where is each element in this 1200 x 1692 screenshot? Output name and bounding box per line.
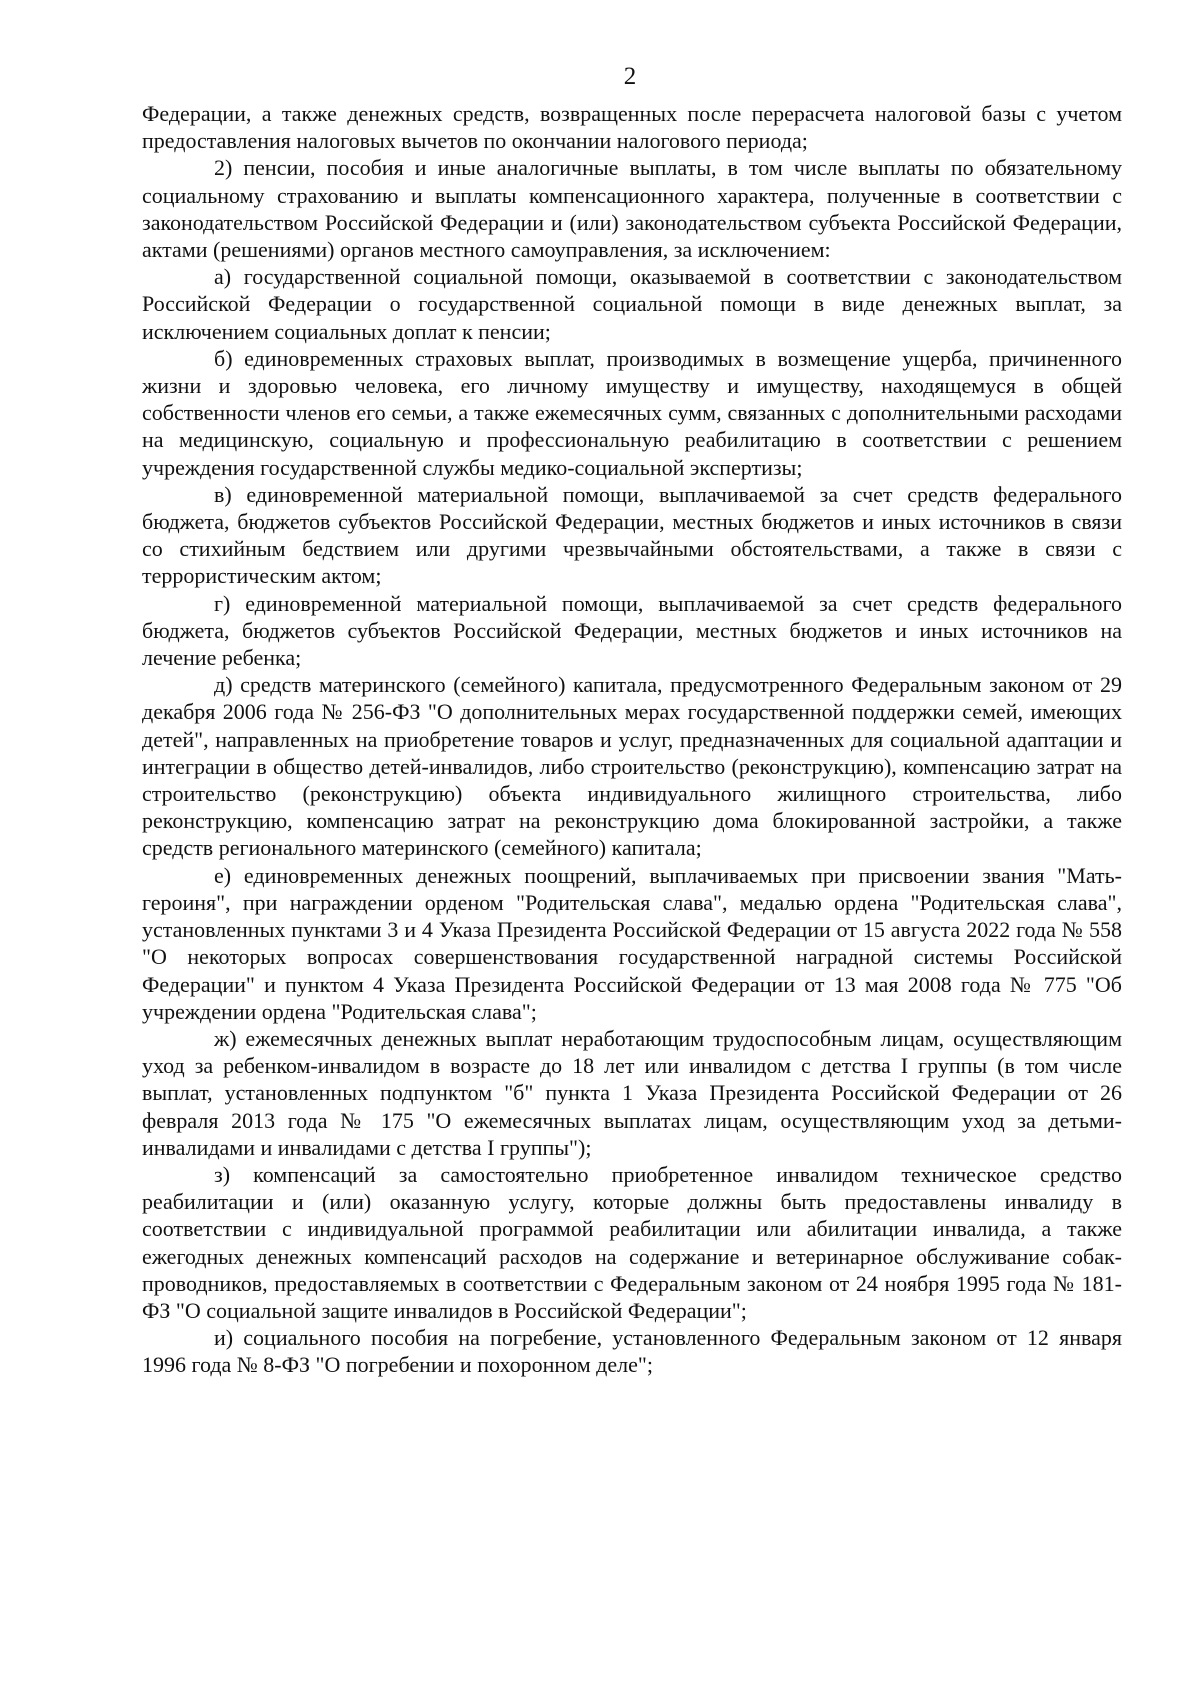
paragraph-continuation: Федерации, а также денежных средств, возвращенных после перерасчета налоговой базы с учетом предоставления налоговых вычетов по окончании налогового периода; bbox=[142, 101, 1122, 154]
paragraph-subitem-z: з) компенсаций за самостоятельно приобретенное инвалидом техническое средство реабилитации и (или) оказанную услугу, которые должны быть предоставлены инвалиду в соответствии с индивидуальной программой реабилитации или абилитации инвалида, а также ежегодных денежных компенсаций расходов на содержание и ветеринарное обслуживание собак-проводников, предоставляемых в соответствии с Федеральным законом от 24 ноября 1995 года № 181-ФЗ "О социальной защите инвалидов в Российской Федерации"; bbox=[142, 1161, 1122, 1323]
paragraph-subitem-i: и) социального пособия на погребение, установленного Федеральным законом от 12 января 1996 года № 8-ФЗ "О погребении и похоронном деле"; bbox=[142, 1325, 1122, 1378]
paragraph-item-2: 2) пенсии, пособия и иные аналогичные выплаты, в том числе выплаты по обязательному социальному страхованию и выплаты компенсационного характера, полученные в соответствии с законодательством Российской Федерации и (или) законодательством субъекта Российской Федерации, актами (решениями) органов местного самоуправления, за исключением: bbox=[142, 155, 1122, 263]
paragraph-subitem-zh: ж) ежемесячных денежных выплат неработающим трудоспособным лицам, осуществляющим уход за ребенком-инвалидом в возрасте до 18 лет или инвалидом с детства I группы (в том числе выплат, установленных подпунктом "б" пункта 1 Указа Президента Российской Федерации от 26 февраля 2013 года № 175 "О ежемесячных выплатах лицам, осуществляющим уход за детьми-инвалидами и инвалидами с детства I группы"); bbox=[142, 1025, 1122, 1160]
document-body bbox=[142, 100, 1122, 1379]
paragraph-subitem-d: д) средств материнского (семейного) капитала, предусмотренного Федеральным законом от 29 декабря 2006 года № 256-ФЗ "О дополнительных мерах государственной поддержки семей, имеющих детей", направленных на приобретение товаров и услуг, предназначенных для социальной адаптации и интеграции в общество детей-инвалидов, либо строительство (реконструкцию), компенсацию затрат на строительство (реконструкцию) объекта индивидуального жилищного строительства, либо реконструкцию, компенсацию затрат на реконструкцию дома блокированной застройки, а также средств регионального материнского (семейного) капитала; bbox=[142, 672, 1122, 861]
page-number: 2 bbox=[623, 63, 637, 90]
paragraph-subitem-a: а) государственной социальной помощи, оказываемой в соответствии с законодательством Российской Федерации о государственной социальной помощи в виде денежных выплат, за исключением социальных доплат к пенсии; bbox=[142, 264, 1122, 344]
paragraph-subitem-e: е) единовременных денежных поощрений, выплачиваемых при присвоении звания "Мать-героиня", при награждении орденом "Родительская слава", медалью ордена "Родительская слава", установленных пунктами 3 и 4 Указа Президента Российской Федерации от 15 августа 2022 года № 558 "О некоторых вопросах совершенствования государственной наградной системы Российской Федерации" и пунктом 4 Указа Президента Российской Федерации от 13 мая 2008 года № 775 "Об учреждении ордена "Родительская слава"; bbox=[142, 862, 1122, 1024]
paragraph-subitem-v: в) единовременной материальной помощи, выплачиваемой за счет средств федерального бюджета, бюджетов субъектов Российской Федерации, местных бюджетов и иных источников в связи со стихийным бедствием или другими чрезвычайными обстоятельствами, а также в связи с террористическим актом; bbox=[142, 481, 1122, 589]
paragraph-subitem-g: г) единовременной материальной помощи, выплачиваемой за счет средств федерального бюджета, бюджетов субъектов Российской Федерации, местных бюджетов и иных источников на лечение ребенка; bbox=[142, 590, 1122, 671]
paragraph-subitem-b: б) единовременных страховых выплат, производимых в возмещение ущерба, причиненного жизни и здоровью человека, его личному имуществу и имуществу, находящемуся в общей собственности членов его семьи, а также ежемесячных сумм, связанных с дополнительными расходами на медицинскую, социальную и профессиональную реабилитацию в соответствии с решением учреждения государственной службы медико-социальной экспертизы; bbox=[142, 345, 1122, 480]
